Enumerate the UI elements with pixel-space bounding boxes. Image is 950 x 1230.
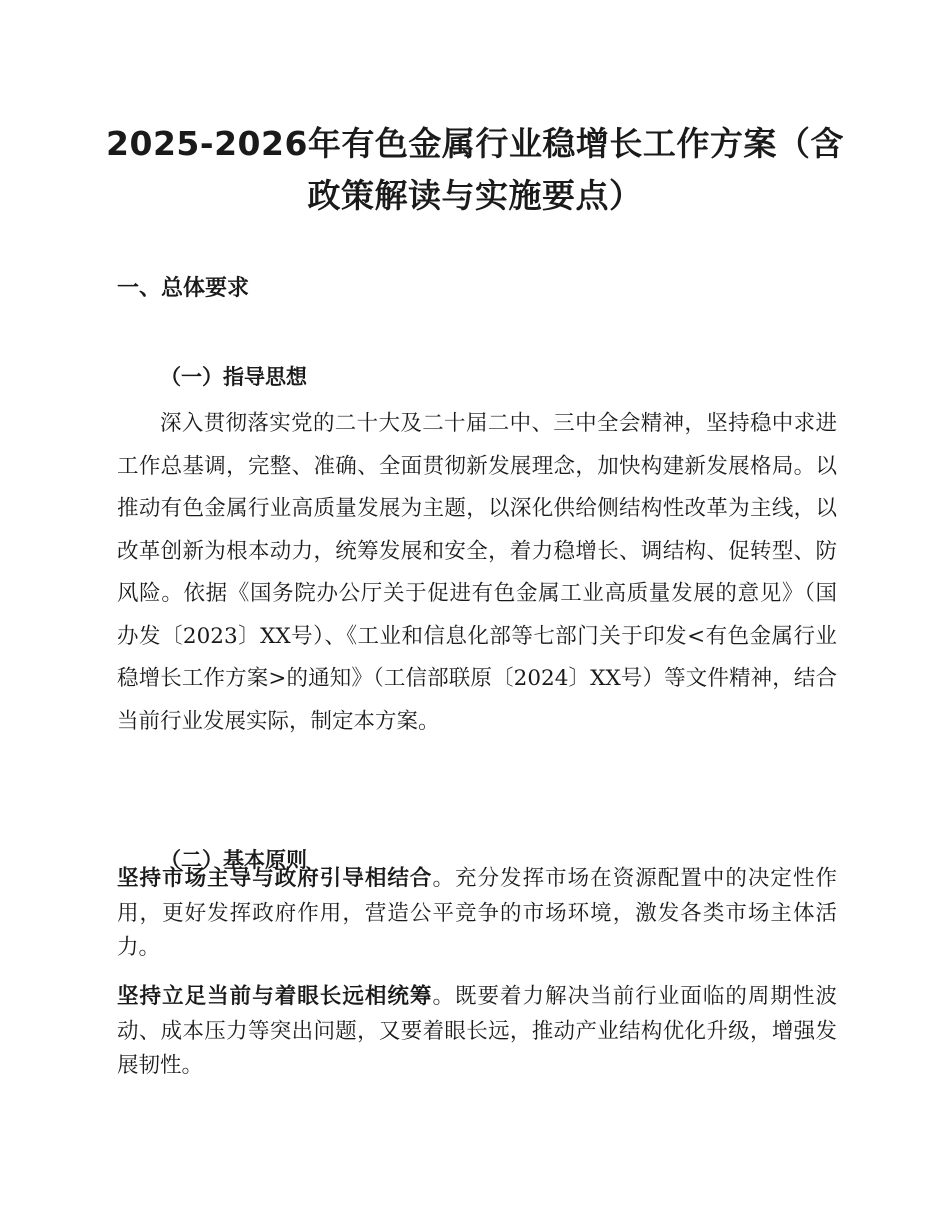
- guiding-ideology-paragraph: 深入贯彻落实党的二十大及二十届二中、三中全会精神，坚持稳中求进工作总基调，完整、准确、全面贯彻新发展理念，加快构建新发展格局。以推动有色金属行业高质量发展为主题，以深化供给侧结构性改革为主线，以改革创新为根本动力，统筹发展和安全，着力稳增长、调结构、促转型、防风险。依据《国务院办公厅关于促进有色金属工业高质量发展的意见》（国办发〔2023〕XX号）、《工业和信息化部等七部门关于印发<有色金属行业稳增长工作方案>的通知》（工信部联原〔2024〕XX号）等文件精神，结合当前行业发展实际，制定本方案。: [117, 411, 837, 734]
- subsection-heading-guiding-ideology: （一）指导思想: [160, 365, 307, 389]
- principle-lead: 坚持市场主导与政府引导相结合: [117, 866, 433, 891]
- principle-body: 。既要着力解决当前行业面临的周期性波动、成本压力等突出问题，又要着眼长远，推动产业结构优化升级，增强发展韧性。: [117, 984, 837, 1078]
- subsection-heading-basic-principles: （二）基本原则: [160, 848, 307, 872]
- principle-item: [117, 980, 837, 1084]
- principle-item: [117, 862, 837, 966]
- principle-body: 。充分发挥市场在资源配置中的决定性作用，更好发挥政府作用，营造公平竞争的市场环境，激发各类市场主体活力。: [117, 866, 837, 960]
- section-heading-overall-requirements: 一、总体要求: [117, 276, 250, 301]
- principle-lead: 坚持立足当前与着眼长远相统筹: [117, 984, 433, 1009]
- document-title: 2025-2026年有色金属行业稳增长工作方案（含政策解读与实施要点）: [106, 124, 844, 215]
